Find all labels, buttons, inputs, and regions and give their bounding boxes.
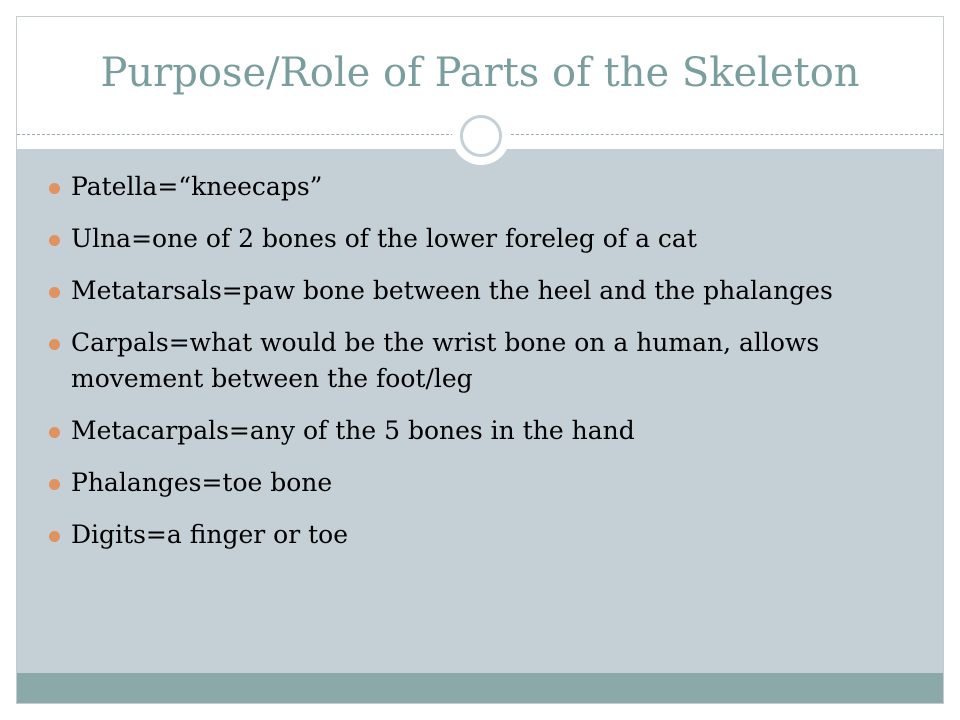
bullet-item (49, 169, 909, 205)
bullet-text: Metacarpals=any of the 5 bones in the hand (71, 416, 635, 445)
bullet-icon (49, 427, 60, 438)
bullet-item (49, 273, 909, 309)
slide (16, 16, 944, 704)
bullet-icon (49, 531, 60, 542)
bullet-icon (49, 287, 60, 298)
bullet-item (49, 221, 909, 257)
slide-title: Purpose/Role of Parts of the Skeleton (100, 50, 860, 96)
bullet-item (49, 465, 909, 501)
bullet-text: Digits=a finger or toe (71, 520, 349, 549)
bullet-text: Ulna=one of 2 bones of the lower foreleg of a cat (71, 224, 697, 253)
bullet-icon (49, 183, 60, 194)
bullet-item (49, 325, 909, 397)
bullet-icon (49, 479, 60, 490)
footer-band (17, 673, 943, 703)
bullet-item (49, 517, 909, 553)
decorative-ring-icon (460, 115, 502, 157)
bullet-icon (49, 235, 60, 246)
bullet-text: Carpals=what would be the wrist bone on a human, allows movement between the foot/leg (71, 328, 820, 393)
bullet-text: Phalanges=toe bone (71, 468, 333, 497)
bullet-icon (49, 339, 60, 350)
bullet-item (49, 413, 909, 449)
bullet-list (49, 169, 909, 569)
bullet-text: Patella=“kneecaps” (71, 172, 323, 201)
bullet-text: Metatarsals=paw bone between the heel and the phalanges (71, 276, 833, 305)
